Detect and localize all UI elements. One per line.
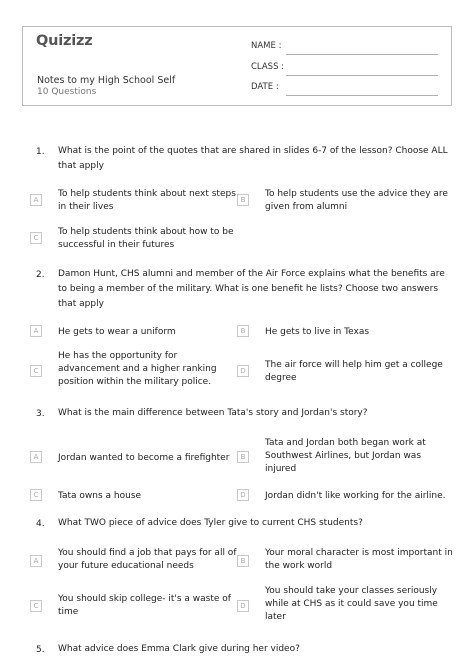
option-box[interactable]: B: [237, 194, 249, 206]
option-box[interactable]: D: [237, 489, 249, 501]
option-text: Tata and Jordan both began work at Southwest Airlines, but Jordan was injured: [265, 438, 426, 474]
question-text: What advice does Emma Clark give during her video?: [58, 644, 300, 654]
option-text: You should find a job that pays for all of your future educational needs: [58, 548, 237, 571]
question-text: What TWO piece of advice does Tyler give to current CHS students?: [58, 518, 363, 528]
option-box[interactable]: B: [237, 325, 249, 337]
option-box[interactable]: C: [30, 365, 42, 377]
option-text: He gets to live in Texas: [265, 327, 370, 337]
option-text: He has the opportunity for advancement and a higher ranking position within the military police.: [58, 351, 217, 387]
class-field[interactable]: [286, 75, 438, 76]
option-box[interactable]: A: [30, 451, 42, 463]
quizizz-logo: Quizizz: [36, 33, 93, 49]
class-label: CLASS :: [251, 62, 285, 72]
option-text: Tata owns a house: [58, 491, 142, 501]
question-number: 3.: [36, 409, 45, 419]
option-box[interactable]: C: [30, 232, 42, 244]
option-box[interactable]: A: [30, 194, 42, 206]
option-text: He gets to wear a uniform: [58, 327, 176, 337]
option-text: Jordan wanted to become a firefighter: [58, 453, 230, 463]
question-text: What is the point of the quotes that are shared in slides 6-7 of the lesson? Choose ALL that apply: [58, 146, 448, 171]
option-box[interactable]: D: [237, 600, 249, 612]
option-box[interactable]: B: [237, 555, 249, 567]
question-number: 1.: [36, 147, 45, 157]
option-text: To help students use the advice they are given from alumni: [265, 189, 448, 212]
question-number: 5.: [36, 645, 45, 655]
worksheet-title: Notes to my High School Self: [37, 75, 176, 86]
date-field[interactable]: [286, 95, 438, 96]
name-field[interactable]: [286, 54, 438, 55]
option-box[interactable]: A: [30, 555, 42, 567]
question-text: What is the main difference between Tata's story and Jordan's story?: [58, 408, 368, 418]
option-text: The air force will help him get a college degree: [265, 360, 443, 383]
option-text: You should take your classes seriously while at CHS as it could save you time later: [265, 586, 438, 622]
option-text: To help students think about how to be successful in their futures: [58, 227, 234, 250]
option-text: You should skip college- it's a waste of time: [58, 594, 231, 617]
option-box[interactable]: C: [30, 600, 42, 612]
question-text: Damon Hunt, CHS alumni and member of the Air Force explains what the benefits are to being a member of the military. What is one benefit he lists? Choose two answers that apply: [58, 269, 445, 309]
question-number: 4.: [36, 519, 45, 529]
option-text: Jordan didn't like working for the airline.: [265, 491, 446, 501]
option-box[interactable]: B: [237, 451, 249, 463]
date-label: DATE :: [251, 82, 279, 92]
question-count: 10 Questions: [37, 87, 97, 97]
option-box[interactable]: D: [237, 365, 249, 377]
option-box[interactable]: A: [30, 325, 42, 337]
question-number: 2.: [36, 270, 45, 280]
name-label: NAME :: [251, 41, 282, 51]
option-text: To help students think about next steps in their lives: [58, 189, 236, 212]
option-box[interactable]: C: [30, 489, 42, 501]
option-text: Your moral character is most important in the work world: [265, 548, 453, 571]
